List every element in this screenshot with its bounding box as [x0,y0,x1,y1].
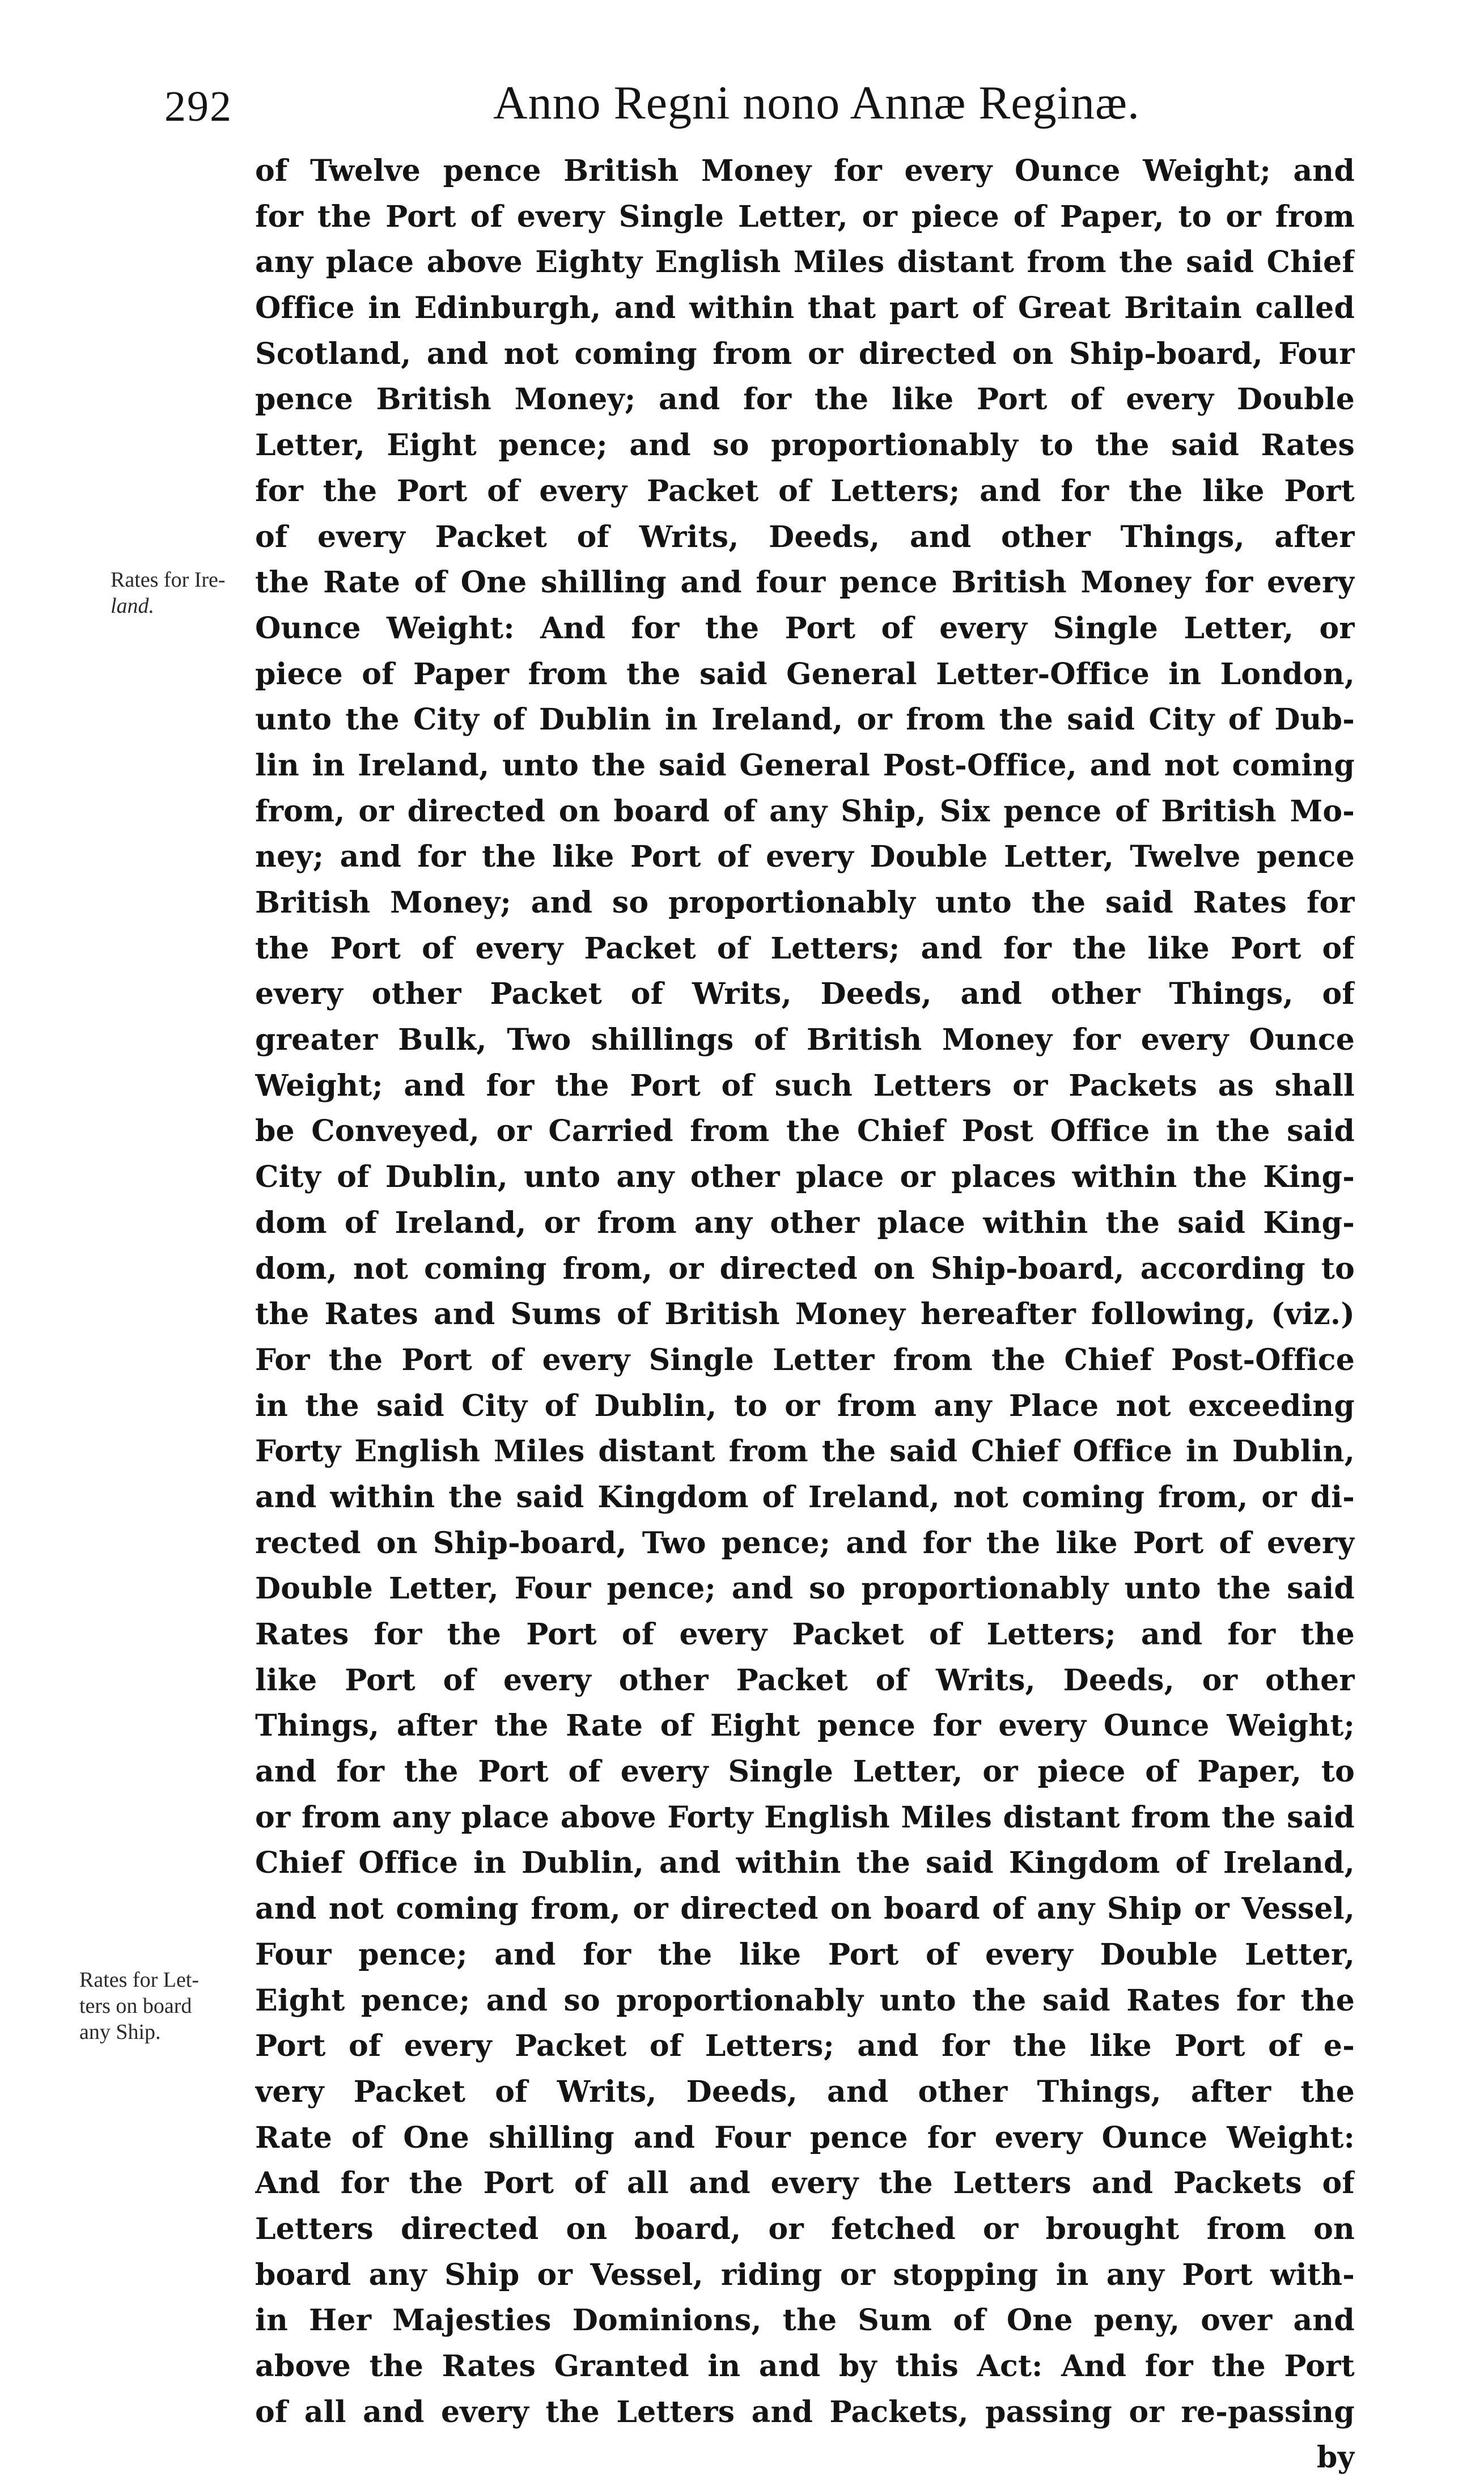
text-line: any place above Eighty English Miles distant from the said Chief [255,245,1355,280]
text-line: Four pence; and for the like Port of every Double Letter, [255,1937,1355,1972]
margin-note-line: any Ship. [79,2020,161,2044]
text-line: Double Letter, Four pence; and so proportionably unto the said [255,1571,1355,1606]
running-title: Anno Regni nono Annæ Reginæ. [493,77,1140,129]
text-line: Forty English Miles distant from the said Chief Office in Dublin, [255,1434,1355,1469]
text-line: and for the Port of every Single Letter, or piece of Paper, to [255,1754,1355,1789]
margin-note-rates-ship [79,1967,244,2045]
text-line: dom, not coming from, or directed on Ship-board, according to [255,1251,1355,1286]
text-line: dom of Ireland, or from any other place within the said King- [255,1205,1355,1240]
text-line: Ounce Weight: And for the Port of every Single Letter, or [255,610,1355,646]
text-line: Letter, Eight pence; and so proportionably to the said Rates [255,428,1355,463]
text-line: of every Packet of Writs, Deeds, and other Things, after [255,519,1355,554]
text-line: And for the Port of all and every the Letters and Packets of [255,2166,1355,2201]
text-line: unto the City of Dublin in Ireland, or from the said City of Dub- [255,702,1355,737]
text-line: Eight pence; and so proportionably unto the said Rates for the [255,1983,1355,2018]
text-line: for the Port of every Packet of Letters; and for the like Port [255,473,1355,508]
page-number: 292 [164,83,232,130]
text-line: rected on Ship-board, Two pence; and for the like Port of every [255,1525,1355,1560]
text-line: ney; and for the like Port of every Double Letter, Twelve pence [255,839,1355,875]
text-line: Letters directed on board, or fetched or brought from on [255,2211,1355,2246]
text-line: in Her Majesties Dominions, the Sum of One peny, over and [255,2303,1355,2338]
text-line: of Twelve pence British Money for every Ounce Weight; and [255,154,1355,188]
text-line: very Packet of Writs, Deeds, and other Things, after the [255,2074,1355,2109]
text-line: of all and every the Letters and Packets, passing or re-passing [255,2394,1355,2429]
text-line: board any Ship or Vessel, riding or stopping in any Port with- [255,2257,1355,2292]
text-line: Port of every Packet of Letters; and for the like Port of e- [255,2029,1355,2064]
text-line: the Rates and Sums of British Money hereafter following, (viz.) [255,1297,1355,1332]
text-line: the Rate of One shilling and four pence British Money for every [255,565,1355,600]
text-line: and within the said Kingdom of Ireland, not coming from, or di- [255,1479,1355,1515]
text-line: from, or directed on board of any Ship, Six pence of British Mo- [255,794,1355,829]
text-line: be Conveyed, or Carried from the Chief Post Office in the said [255,1114,1355,1149]
text-line: Weight; and for the Port of such Letters or Packets as shall [255,1068,1355,1103]
text-line: in the said City of Dublin, to or from any Place not exceeding [255,1388,1355,1423]
text-line: the Port of every Packet of Letters; and for the like Port of [255,931,1355,966]
statute-text [255,149,1355,2481]
text-line: Rate of One shilling and Four pence for every Ounce Weight: [255,2120,1355,2155]
margin-note-line: ters on board [79,1994,192,2018]
text-line: Scotland, and not coming from or directed on Ship-board, Four [255,336,1355,371]
text-line: Rates for the Port of every Packet of Letters; and for the [255,1617,1355,1652]
text-line: above the Rates Granted in and by this Act: And for the Port [255,2349,1355,2384]
text-line: City of Dublin, unto any other place or places within the King- [255,1160,1355,1195]
text-line: or from any place above Forty English Miles distant from the said [255,1800,1355,1835]
catchword: by [1317,2440,1355,2475]
text-line: For the Port of every Single Letter from the Chief Post-Office [255,1342,1355,1377]
margin-note-rates-ireland [111,567,247,619]
margin-note-line: Rates for Ire- [111,568,226,592]
text-line: greater Bulk, Two shillings of British Money for every Ounce [255,1023,1355,1058]
text-line: like Port of every other Packet of Writs, Deeds, or other [255,1663,1355,1698]
text-line: lin in Ireland, unto the said General Post-Office, and not coming [255,748,1355,783]
text-line: for the Port of every Single Letter, or piece of Paper, to or from [255,199,1355,234]
text-line: piece of Paper from the said General Letter-Office in London, [255,656,1355,692]
text-line: and not coming from, or directed on board of any Ship or Vessel, [255,1892,1355,1927]
text-line: Office in Edinburgh, and within that part of Great Britain called [255,291,1355,326]
text-line: Things, after the Rate of Eight pence for every Ounce Weight; [255,1708,1355,1744]
margin-note-line: land. [111,594,155,618]
margin-note-line: Rates for Let- [79,1968,200,1992]
text-line: pence British Money; and for the like Port of every Double [255,382,1355,417]
text-line: Chief Office in Dublin, and within the said Kingdom of Ireland, [255,1846,1355,1881]
text-line: British Money; and so proportionably unto the said Rates for [255,885,1355,920]
text-line: every other Packet of Writs, Deeds, and other Things, of [255,977,1355,1012]
